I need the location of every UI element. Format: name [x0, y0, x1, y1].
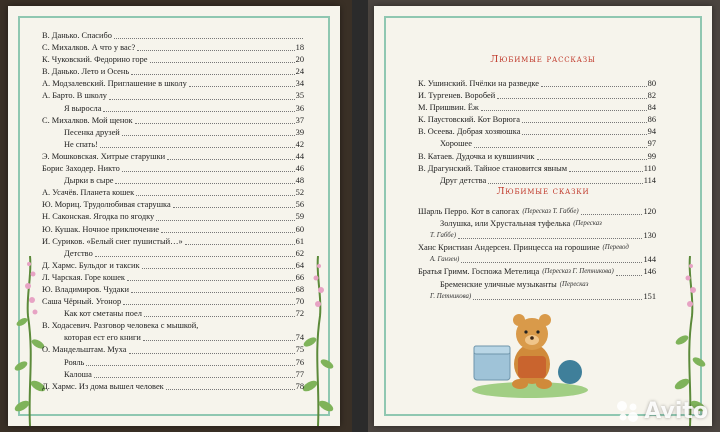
- toc-entry: [42, 211, 304, 223]
- toc-entry-title: К. Ушинский. Пчёлки на разведке: [418, 79, 539, 88]
- avito-watermark: [614, 398, 708, 424]
- toc-entry-page: 48: [295, 176, 304, 186]
- toc-entry: [42, 151, 304, 163]
- avito-logo-icon: [614, 398, 640, 424]
- dot-leader: [123, 304, 294, 305]
- toc-entry: [42, 78, 304, 90]
- toc-entry-title: которая ест его книги: [64, 333, 141, 343]
- toc-entry: [42, 42, 304, 54]
- toc-entry: [418, 291, 656, 303]
- dot-leader: [129, 353, 295, 354]
- toc-entry-page: 75: [295, 345, 304, 355]
- toc-entry: [418, 242, 656, 254]
- toc-entry-page: 84: [647, 103, 656, 113]
- dot-leader: [616, 275, 643, 276]
- toc-entry-page: 77: [295, 369, 304, 379]
- dot-leader: [143, 340, 295, 341]
- dot-leader: [522, 122, 647, 123]
- toc-entry: [418, 230, 656, 242]
- toc-entry: [42, 248, 304, 260]
- toc-entry: [42, 175, 304, 187]
- toc-entry-title: Д. Хармс. Из дома вышел человек: [42, 381, 164, 391]
- dot-leader: [150, 62, 295, 63]
- dot-leader: [161, 232, 295, 233]
- stories-contents: [418, 78, 656, 187]
- toc-entry-page: 76: [295, 357, 304, 367]
- toc-entry: [42, 357, 304, 369]
- toc-entry-page: 99: [647, 151, 656, 161]
- dot-leader: [488, 183, 643, 184]
- toc-entry-page: 72: [295, 309, 304, 319]
- toc-entry: [418, 114, 656, 126]
- dot-leader: [189, 86, 295, 87]
- toc-entry-page: 59: [295, 212, 304, 222]
- toc-entry-page: 130: [643, 231, 656, 241]
- toc-entry-title: В. Данько. Лето и Осень: [42, 67, 130, 77]
- toc-entry-title: Золушка, или Хрустальная туфелька: [440, 219, 571, 229]
- toc-entry: [418, 206, 656, 218]
- toc-entry: [42, 30, 304, 42]
- dot-leader: [569, 171, 643, 172]
- toc-entry: [42, 308, 304, 320]
- toc-entry-title: В. Ходасевич. Разговор человека с мышкой,: [42, 321, 199, 331]
- dot-leader: [115, 183, 294, 184]
- dot-leader: [131, 292, 295, 293]
- toc-entry-title: А. Модзалевский. Приглашение в школу: [42, 79, 187, 89]
- toc-entry-title: А. Усачёв. Планета кошек: [42, 188, 135, 198]
- fairytales-contents: [418, 206, 656, 303]
- toc-entry-page: 80: [647, 79, 656, 88]
- dot-leader: [474, 147, 647, 148]
- toc-entry-note: (Перевод: [602, 244, 629, 252]
- toc-entry: [42, 284, 304, 296]
- toc-entry-page: 39: [295, 127, 304, 137]
- right-page-photo: [368, 0, 720, 432]
- toc-entry-title: Друг детства: [440, 175, 487, 185]
- toc-entry: [418, 151, 656, 163]
- toc-entry: [42, 139, 304, 151]
- toc-entry-title: М. Пришвин. Ёж: [418, 103, 479, 113]
- toc-entry: [42, 115, 304, 127]
- toc-entry-title: Как кот сметаны поел: [64, 309, 142, 319]
- page-border-top: [384, 16, 702, 18]
- toc-entry: [42, 163, 304, 175]
- toc-entry-page: 66: [295, 272, 304, 282]
- toc-entry: [418, 254, 656, 266]
- toc-entry-page: 36: [295, 103, 304, 113]
- dot-leader: [497, 98, 646, 99]
- toc-entry-page: 61: [295, 236, 304, 246]
- left-book-page: [8, 6, 340, 426]
- toc-entry-title: В. Драгунский. Тайное становится явным: [418, 163, 568, 173]
- toc-entry: [418, 266, 656, 278]
- toc-entry-title: Н. Саконская. Ягодка по ягодку: [42, 212, 155, 222]
- toc-entry-title: Хорошее: [440, 139, 472, 149]
- toc-entry: [418, 218, 656, 230]
- toc-entry-note: (Пересказ: [559, 280, 589, 288]
- dot-leader: [94, 377, 295, 378]
- page-border-top: [18, 16, 330, 18]
- dot-leader: [581, 214, 643, 215]
- dot-leader: [481, 110, 647, 111]
- toc-entry-title: Калоша: [64, 369, 92, 379]
- toc-entry: [42, 344, 304, 356]
- toc-entry-page: 120: [643, 207, 656, 216]
- dot-leader: [167, 159, 295, 160]
- dot-leader: [185, 244, 295, 245]
- page-border-bottom: [18, 414, 330, 416]
- toc-entry: [42, 272, 304, 284]
- toc-entry-title: Саша Чёрный. Угонор: [42, 297, 122, 307]
- dot-leader: [86, 365, 294, 366]
- toc-entry-page: 97: [647, 139, 656, 149]
- dot-leader: [114, 38, 303, 39]
- toc-entry: [42, 236, 304, 248]
- dot-leader: [135, 123, 295, 124]
- toc-entry-page: 34: [295, 79, 304, 89]
- toc-entry-title: С. Михалков. Мой щенок: [42, 115, 133, 125]
- dot-leader: [136, 195, 294, 196]
- dot-leader: [473, 299, 642, 300]
- toc-entry: [418, 78, 656, 90]
- toc-entry-page: 42: [295, 139, 304, 149]
- toc-entry-page: 37: [295, 115, 304, 125]
- toc-entry-title: Д. Хармс. Бульдог и таксик: [42, 260, 140, 270]
- toc-entry-title: К. Паустовский. Кот Ворюга: [418, 115, 520, 125]
- dot-leader: [100, 147, 295, 148]
- dot-leader: [103, 111, 294, 112]
- section-heading-stories: Любимые рассказы: [490, 54, 596, 65]
- toc-entry-page: 44: [295, 151, 304, 161]
- toc-entry-title: Братья Гримм. Госпожа Метелица: [418, 267, 540, 277]
- table-of-contents: [42, 30, 304, 393]
- toc-entry: [42, 381, 304, 393]
- toc-entry-title: Ю. Владимиров. Чудаки: [42, 284, 129, 294]
- toc-entry-title: В. Данько. Спасибо: [42, 31, 112, 40]
- toc-entry-page: 68: [295, 284, 304, 294]
- toc-entry-title: Бременские уличные музыканты: [440, 279, 557, 289]
- toc-entry-title: Л. Чарская. Горе кошек: [42, 272, 125, 282]
- toc-entry-title: Ю. Мориц. Трудолюбивая старушка: [42, 200, 171, 210]
- dot-leader: [95, 256, 295, 257]
- toc-entry-title: А. Барто. В школу: [42, 91, 107, 101]
- toc-entry-page: 94: [647, 127, 656, 137]
- toc-entry-page: 151: [643, 291, 656, 301]
- dot-leader: [156, 220, 294, 221]
- toc-entry-note: А. Ганзен): [430, 256, 460, 264]
- toc-entry-page: 144: [643, 255, 656, 265]
- dot-leader: [122, 135, 295, 136]
- toc-entry-page: 82: [647, 91, 656, 101]
- page-border-left: [384, 16, 386, 416]
- toc-entry-note: (Пересказ Г. Петникова): [542, 268, 614, 276]
- toc-entry-title: Шарль Перро. Кот в сапогах: [418, 207, 520, 216]
- left-page-photo: [0, 0, 352, 432]
- toc-entry-page: 70: [295, 297, 304, 307]
- dot-leader: [142, 268, 295, 269]
- toc-entry-title: Рояль: [64, 357, 85, 367]
- toc-entry-title: В. Катаев. Дудочка и кувшинчик: [418, 151, 535, 161]
- toc-entry-title: К. Чуковский. Федорино горе: [42, 55, 148, 65]
- toc-entry: [418, 102, 656, 114]
- toc-entry: [42, 296, 304, 308]
- toc-entry-title: Не спать!: [64, 139, 98, 149]
- toc-entry-page: 86: [647, 115, 656, 125]
- toc-entry: [42, 127, 304, 139]
- dot-leader: [458, 238, 642, 239]
- toc-entry-page: 146: [643, 267, 656, 277]
- dot-leader: [166, 389, 295, 390]
- toc-entry-page: 62: [295, 248, 304, 258]
- toc-entry: [418, 126, 656, 138]
- toc-entry: [42, 320, 304, 332]
- toc-entry: [42, 54, 304, 66]
- toc-entry: [42, 103, 304, 115]
- toc-entry-page: 60: [295, 224, 304, 234]
- dot-leader: [122, 171, 295, 172]
- toc-entry: [42, 90, 304, 102]
- toc-entry-page: 20: [295, 55, 304, 65]
- toc-entry-title: Дырки в сыре: [64, 176, 114, 186]
- teddy-bear-illustration: [470, 306, 590, 398]
- toc-entry-page: 35: [295, 91, 304, 101]
- toc-entry: [42, 199, 304, 211]
- toc-entry-title: Ханс Кристиан Андерсен. Принцесса на горошине: [418, 243, 600, 253]
- toc-entry-title: Ю. Кушак. Ночное приключение: [42, 224, 160, 234]
- dot-leader: [137, 50, 294, 51]
- toc-entry: [418, 279, 656, 291]
- toc-entry-page: 78: [295, 381, 304, 391]
- toc-entry-note: Г. Петникова): [430, 292, 472, 300]
- toc-entry: [42, 224, 304, 236]
- toc-entry-title: В. Осеева. Добрая хозяюшка: [418, 127, 521, 137]
- dot-leader: [173, 207, 295, 208]
- toc-entry-page: 46: [295, 164, 304, 174]
- toc-entry-title: Борис Заходер. Никто: [42, 164, 120, 174]
- toc-entry-title: И. Суриков. «Белый снег пушистый…»: [42, 236, 183, 246]
- toc-entry-note: (Пересказ Т. Габбе): [522, 208, 579, 215]
- dot-leader: [109, 99, 295, 100]
- dot-leader: [461, 262, 642, 263]
- section-heading-fairytales: Любимые сказки: [496, 186, 590, 197]
- dot-leader: [144, 316, 295, 317]
- dot-leader: [131, 74, 294, 75]
- dot-leader: [127, 280, 295, 281]
- watermark-text: Avito: [644, 398, 708, 424]
- toc-entry-title: Э. Мошковская. Хитрые старушки: [42, 151, 166, 161]
- toc-entry: [418, 138, 656, 150]
- toc-entry: [42, 66, 304, 78]
- toc-entry-page: 74: [295, 333, 304, 343]
- dot-leader: [537, 159, 647, 160]
- toc-entry-title: Песенка друзей: [64, 127, 120, 137]
- toc-entry-title: И. Тургенев. Воробей: [418, 91, 496, 101]
- toc-entry-title: О. Мандельштам. Муха: [42, 345, 127, 355]
- toc-entry-page: 110: [643, 163, 656, 173]
- toc-entry: [42, 187, 304, 199]
- toc-entry: [418, 90, 656, 102]
- toc-entry: [418, 163, 656, 175]
- toc-entry-title: Детство: [64, 248, 93, 258]
- toc-entry-note: (Пересказ: [573, 220, 602, 228]
- toc-entry-page: 52: [295, 188, 304, 198]
- toc-entry: [42, 369, 304, 381]
- toc-entry-title: Я выросла: [64, 103, 102, 113]
- toc-entry-note: Т. Габбе): [430, 232, 456, 240]
- toc-entry: [42, 260, 304, 272]
- right-book-page: [374, 6, 712, 426]
- toc-entry-page: 56: [295, 200, 304, 210]
- dot-leader: [541, 86, 647, 87]
- toc-entry: [42, 332, 304, 344]
- dot-leader: [522, 134, 646, 135]
- toc-entry-page: 24: [295, 67, 304, 77]
- toc-entry-page: 114: [643, 175, 656, 185]
- toc-entry-title: С. Михалков. А что у вас?: [42, 43, 136, 53]
- toc-entry-page: 64: [295, 260, 304, 270]
- toc-entry-page: 18: [295, 43, 304, 53]
